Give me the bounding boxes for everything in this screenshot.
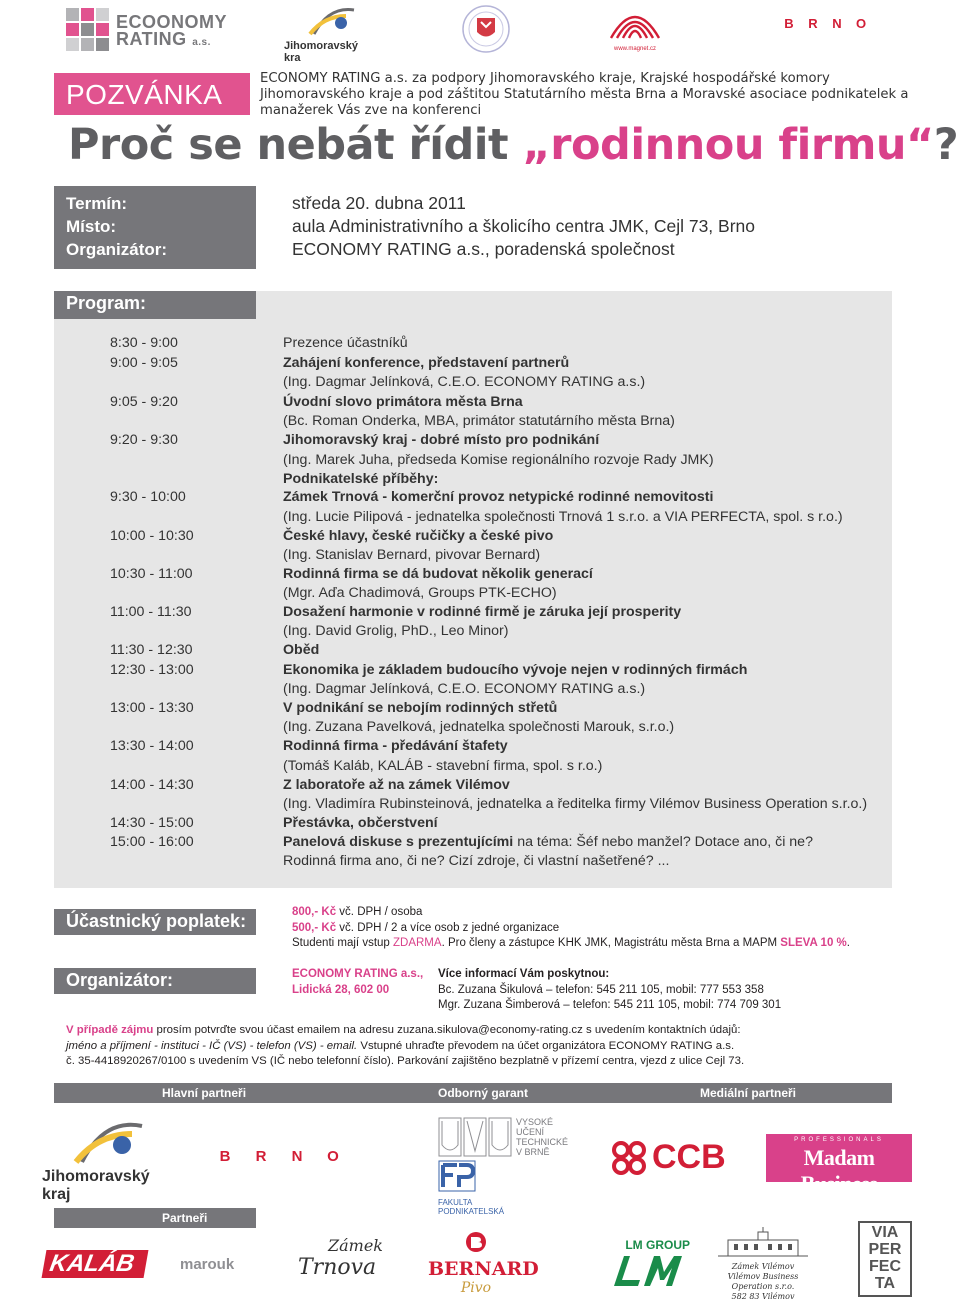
program-line: Úvodní slovo primátora města Brna: [283, 394, 523, 410]
program-time: 14:30 - 15:00: [110, 815, 194, 831]
zamek-trnova-logo: [298, 1236, 383, 1296]
brno-letter: B: [219, 1148, 231, 1165]
notice-line3: č. 35-4418920267/0100 s uvedením VS (IČ nebo telefonní číslo). Parkování zajištěno bezplatně v přízemí centra, vjezd z ulice Cejl 73.: [66, 1055, 745, 1067]
lm-group-logo: [610, 1238, 690, 1294]
vut-text: V BRNĚ: [516, 1147, 550, 1157]
program-line: (Ing. Lucie Pilipová - jednatelka společnosti Trnová 1 s.r.o. a VIA PERFECTA, spol. s r.o.): [283, 509, 843, 525]
vilemov-text: Zámek Vilémov: [731, 1262, 795, 1271]
via-text: TA: [874, 1275, 896, 1292]
program-line: Z laboratoře až na zámek Vilémov: [283, 777, 510, 793]
expert-guarantor-label: Odborný garant: [438, 1086, 529, 1100]
organizer-street: Lidická 28, 602 00: [292, 983, 390, 996]
vilemov-logo: [708, 1226, 818, 1301]
partners-label: Partneři: [162, 1211, 208, 1225]
trnova-text: Trnova: [298, 1255, 377, 1280]
marouk-text: marouk: [180, 1256, 235, 1273]
program-line: České hlavy, české ručičky a české pivo: [283, 528, 554, 544]
ccb-text: CCB: [652, 1138, 726, 1176]
brno-letter: B: [784, 16, 794, 31]
panel-title: Panelová diskuse s prezentujícími: [283, 834, 514, 850]
program-line-panel-2: Rodinná firma ano, či ne? Cizí zdroje, či vlastní našetřené? ...: [283, 853, 670, 869]
brno-letter: N: [291, 1148, 303, 1165]
contact-info: [438, 967, 781, 1014]
vilemov-text: Vilémov Business Operation s.r.o.: [727, 1272, 799, 1291]
members-text: . Pro členy a zástupce KHK JMK, Magistrátu města Brna a MAPM: [441, 937, 781, 949]
program-line: Přestávka, občerstvení: [283, 815, 438, 831]
organizer-value: ECONOMY RATING a.s., poradenská společnost: [292, 239, 675, 259]
brno-letter: N: [832, 16, 842, 31]
vut-text: UČENÍ: [516, 1127, 545, 1137]
via-perfecta-logo: [858, 1221, 912, 1297]
period: .: [846, 937, 850, 949]
eco-logo-line2: RATING: [116, 29, 187, 49]
program-line: (Ing. Stanislav Bernard, pivovar Bernard): [283, 547, 541, 563]
program-line-panel: [283, 834, 813, 850]
program-time: 15:00 - 16:00: [110, 834, 194, 850]
intro-text: ECONOMY RATING a.s. za podpory Jihomoravského kraje, Krajské hospodářské komory Jihomoravského kraje a pod záštitou Statutárního města Brna a Moravské asociace podnikatelek a manažerek Vás zve na konferenci: [260, 71, 909, 118]
brno-letter: O: [327, 1148, 339, 1165]
media-partners-label: Mediální partneři: [700, 1086, 797, 1100]
invitation-badge: [54, 73, 250, 115]
program-line: Oběd: [283, 642, 320, 658]
program-time: 13:30 - 14:00: [110, 738, 194, 754]
organizer-address: [292, 967, 423, 998]
price-single: 800,- Kč: [292, 906, 337, 918]
kalab-logo: [44, 1250, 146, 1280]
contact-person-1: Bc. Zuzana Šikulová – telefon: 545 211 105, mobil: 777 553 358: [438, 983, 764, 996]
pivo-text: Pivo: [460, 1280, 492, 1296]
program-line: (Ing. Vladimíra Rubinsteinová, jednatelka a ředitelka firmy Vilémov Business Operation s.r.o.): [283, 796, 868, 812]
program-line: (Mgr. Aďa Chadimová, Groups PTK-ECHO): [283, 585, 557, 601]
place-label: Místo:: [66, 217, 117, 236]
program-line: (Ing. David Grolig, PhD., Leo Minor): [283, 623, 509, 639]
program-line: V podnikání se nebojím rodinných střetů: [283, 700, 558, 716]
eco-logo-suffix: a.s.: [192, 37, 211, 48]
fp-text: FAKULTA: [438, 1198, 473, 1207]
page-title: [68, 120, 958, 170]
organizer-name: ECONOMY RATING a.s.,: [292, 968, 424, 980]
program-line: (Ing. Dagmar Jelínková, C.E.O. ECONOMY RATING a.s.): [283, 374, 646, 390]
jmk-partner-text: Jihomoravský kraj: [42, 1168, 150, 1203]
main-partners-label: Hlavní partneři: [162, 1086, 247, 1100]
fp-text: PODNIKATELSKÁ: [438, 1207, 505, 1216]
brno-logo-top: [782, 16, 868, 38]
lm-group-text: LM GROUP: [625, 1238, 690, 1252]
organizer-section-label: Organizátor:: [54, 968, 256, 994]
marouk-logo: [180, 1256, 256, 1276]
madam-text: Madam Business: [800, 1145, 878, 1196]
contact-title: Více informací Vám poskytnou:: [438, 968, 610, 980]
program-time: 14:00 - 14:30: [110, 777, 194, 793]
title-part3: ?: [933, 120, 959, 170]
program-time: 11:00 - 11:30: [110, 604, 192, 620]
program-line: Zahájení konference, představení partnerů: [283, 355, 570, 371]
jmk-partner-logo: [42, 1118, 177, 1203]
title-part1: Proč se nebát řídit: [68, 120, 523, 170]
program-line: (Ing. Zuzana Pavelková, jednatelka společnosti Marouk, s.r.o.): [283, 719, 675, 735]
top-logos: [0, 0, 960, 62]
bernard-text: BERNARD: [428, 1258, 539, 1280]
program-time: 9:05 - 9:20: [110, 394, 178, 410]
fee-label: Účastnický poplatek:: [54, 909, 256, 935]
program-label: [54, 291, 256, 319]
partners-bar: [54, 1083, 892, 1103]
program-line: Rodinná firma - předávání štafety: [283, 738, 508, 754]
brno-letter: O: [855, 16, 867, 31]
jmk-logo: [284, 4, 374, 64]
jmk-logo-text: Jihomoravský kra: [284, 40, 358, 64]
price-group-desc: vč. DPH / 2 a více osob z jedné organizace: [336, 921, 560, 934]
program-line: Dosažení harmonie v rodinné firmě je záruka její prosperity: [283, 604, 682, 620]
date-value: středa 20. dubna 2011: [292, 193, 466, 213]
brno-partner-logo: [218, 1148, 348, 1170]
program-line: Rodinná firma se dá budovat několik generací: [283, 566, 593, 582]
program-time: 8:30 - 9:00: [110, 335, 178, 351]
price-group: 500,- Kč: [292, 921, 337, 934]
students-text: Studenti mají vstup: [292, 937, 393, 949]
program-line: Zámek Trnová - komerční provoz netypické rodinné nemovitosti: [283, 489, 714, 505]
ccb-logo: [612, 1140, 732, 1178]
via-text: VIA: [871, 1224, 899, 1241]
magnet-url: www.magnet.cz: [613, 46, 656, 52]
partners-bar-2: [54, 1208, 256, 1228]
price-single-desc: vč. DPH / osoba: [336, 906, 423, 918]
program-time: 9:20 - 9:30: [110, 432, 178, 448]
program-line: (Ing. Marek Juha, předseda Komise regionálního rozvoje Rady JMK): [283, 452, 714, 468]
program-time: 10:30 - 11:00: [110, 566, 193, 582]
vilemov-text: 582 83 Vilémov: [731, 1292, 795, 1301]
notice-line2: Vstupné uhraďte převodem na účet organizátora ECONOMY RATING a.s.: [357, 1039, 735, 1052]
magnet-logo: [605, 2, 665, 50]
program-time: 11:30 - 12:30: [110, 642, 193, 658]
vut-text: TECHNICKÉ: [516, 1137, 569, 1147]
date-label: Termín:: [66, 194, 128, 213]
madam-business-logo: [766, 1134, 912, 1196]
program-label-text: Program:: [66, 293, 147, 313]
info-values: [292, 192, 755, 261]
program-time: 9:30 - 10:00: [110, 489, 186, 505]
zamek-text: Zámek: [328, 1236, 383, 1255]
program-time: 10:00 - 10:30: [110, 528, 194, 544]
kalab-text: KALÁB: [42, 1250, 149, 1278]
program-time: 12:30 - 13:00: [110, 662, 194, 678]
program-line: (Ing. Dagmar Jelínková, C.E.O. ECONOMY RATING a.s.): [283, 681, 646, 697]
organizer-label: Organizátor:: [66, 240, 168, 259]
program-line: (Bc. Roman Onderka, MBA, primátor statutárního města Brna): [283, 413, 675, 429]
program-time: 9:00 - 9:05: [110, 355, 178, 371]
program-line: Podnikatelské příběhy:: [283, 471, 439, 487]
bernard-logo: [428, 1230, 539, 1300]
place-value: aula Administrativního a školicího centra JMK, Cejl 73, Brno: [292, 216, 755, 236]
program-line: Prezence účastníků: [283, 335, 408, 351]
economy-rating-logo: [66, 8, 228, 50]
madam-top-text: PROFESSIONALS: [794, 1137, 884, 1143]
notice-highlight: V případě zájmu: [66, 1024, 154, 1036]
program-line: Jihomoravský kraj - dobré místo pro podnikání: [283, 432, 600, 448]
program-time: 13:00 - 13:30: [110, 700, 194, 716]
via-text: FEC: [869, 1258, 901, 1275]
students-free: ZDARMA: [393, 937, 442, 949]
vut-logo: [438, 1117, 578, 1163]
brno-letter: R: [808, 16, 818, 31]
fees-info: [292, 905, 850, 952]
title-highlight: „rodinnou firmu“: [522, 120, 934, 170]
contact-person-2: Mgr. Zuzana Šimberová – telefon: 545 211 105, mobil: 774 709 301: [438, 999, 782, 1011]
discount-badge: SLEVA 10 %: [780, 937, 847, 949]
panel-topic: na téma: Šéf nebo manžel? Dotace ano, či ne?: [513, 834, 813, 850]
vut-text: VYSOKÉ: [516, 1117, 554, 1127]
notice-line1: prosím potvrďte svou účast emailem na adresu zuzana.sikulova@economy-rating.cz s uvedením kontaktních údajů:: [153, 1024, 741, 1036]
fp-logo: [438, 1160, 538, 1216]
program-line: Ekonomika je základem budoucího vývoje nejen v rodinných firmách: [283, 662, 748, 678]
program-line: (Tomáš Kaláb, KALÁB - stavební firma, spol. s r.o.): [283, 758, 603, 774]
info-labels: [66, 192, 167, 261]
eco-logo-line1: ECOONOMY: [116, 12, 228, 32]
registration-notice: [66, 1023, 886, 1070]
brno-letter: R: [255, 1148, 267, 1165]
invitation-badge-text: POZVÁNKA: [66, 79, 223, 110]
khk-logo: [455, 4, 517, 54]
notice-fields: jméno a příjmení - instituci - IČ (VS) - telefon (VS) - email.: [66, 1039, 358, 1052]
via-text: PER: [868, 1241, 902, 1258]
